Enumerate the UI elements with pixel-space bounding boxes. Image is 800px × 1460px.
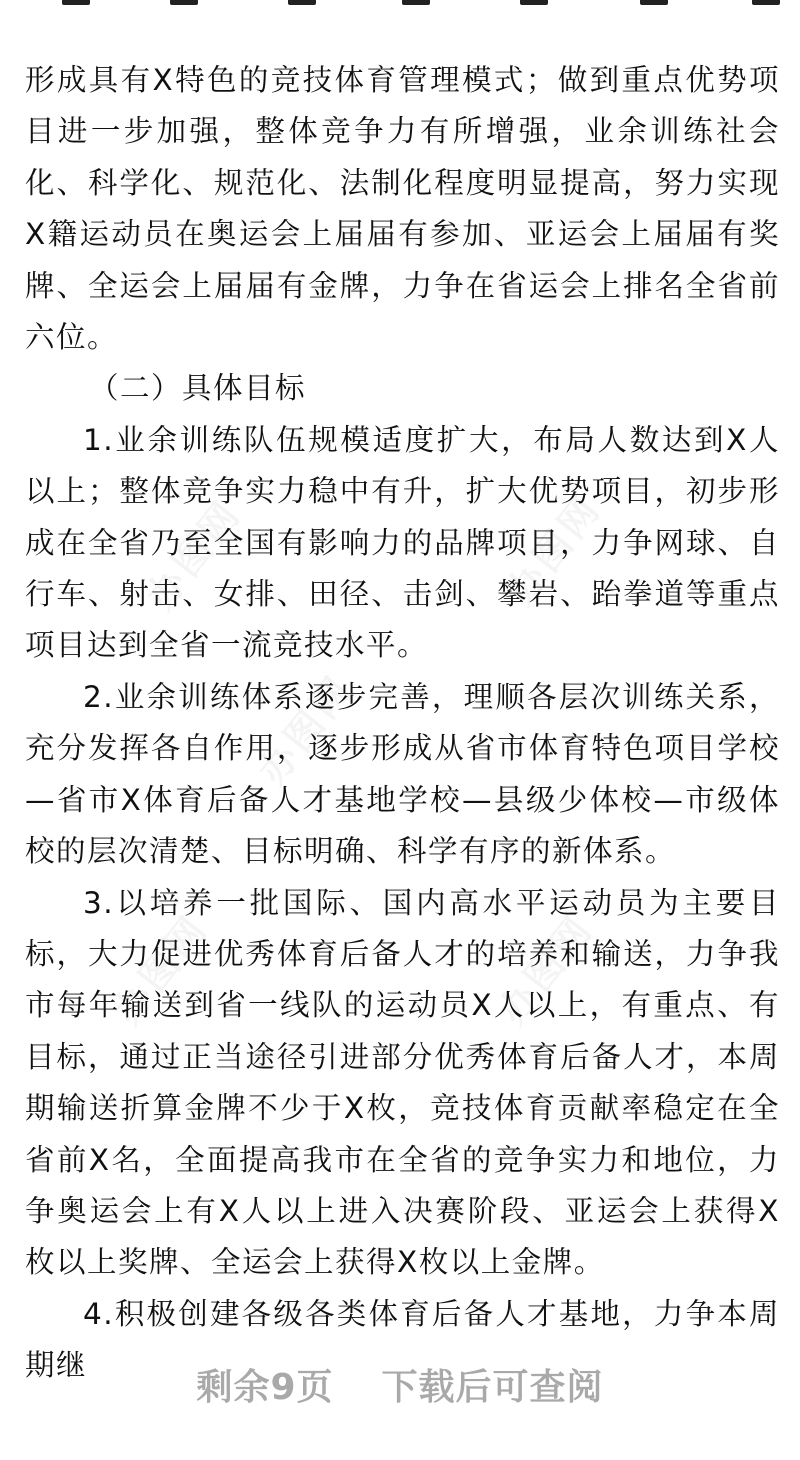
goal-item-3: 3.以培养一批国际、国内高水平运动员为主要目标，大力促进优秀体育后备人才的培养和输送，力争我市每年输送到省一线队的运动员X人以上，有重点、有目标，通过正当途径引进部分优秀体育后备人才，本周期输送折算金牌不少于X枚，竞技体育贡献率稳定在全省前X名，全面提高我市在全省的竞争实力和地位，力争奥运会上有X人以上进入决赛阶段、亚运会上获得X枚以上奖牌、全运会上获得X枚以上金牌。 [25, 885, 780, 1280]
paragraph-continued: 形成具有X特色的竞技体育管理模式；做到重点优势项目进一步加强，整体竞争力有所增强，业余训练社会化、科学化、规范化、法制化程度明显提高，努力实现X籍运动员在奥运会上届届有参加、亚运会上届届有奖牌、全运会上届届有金牌，力争在省运会上排名全省前六位。 [25, 63, 780, 355]
remaining-pages-label[interactable]: 剩余9页 [196, 1366, 334, 1408]
section-heading: （二）具体目标 [89, 371, 307, 406]
goal-item-1: 1.业余训练队伍规模适度扩大，布局人数达到X人以上；整体竞争实力稳中有升，扩大优势项目，初步形成在全省乃至全国有影响力的品牌项目，力争网球、自行车、射击、女排、田径、击剑、攀岩、跆拳道等重点项目达到全省一流竞技水平。 [25, 422, 780, 663]
goal-item-4: 4.积极创建各级各类体育后备人才基地，力争本周期继 [25, 1296, 780, 1383]
document-body [25, 55, 780, 1392]
download-to-view-link[interactable]: 下载后可查阅 [381, 1366, 604, 1408]
download-banner[interactable] [0, 1352, 800, 1416]
goal-item-2: 2.业余训练体系逐步完善，理顺各层次训练关系，充分发挥各自作用，逐步形成从省市体育特色项目学校—省市X体育后备人才基地学校—县级少体校—市级体校的层次清楚、目标明确、科学有序的新体系。 [25, 679, 780, 869]
previous-line-remnant [0, 0, 800, 8]
